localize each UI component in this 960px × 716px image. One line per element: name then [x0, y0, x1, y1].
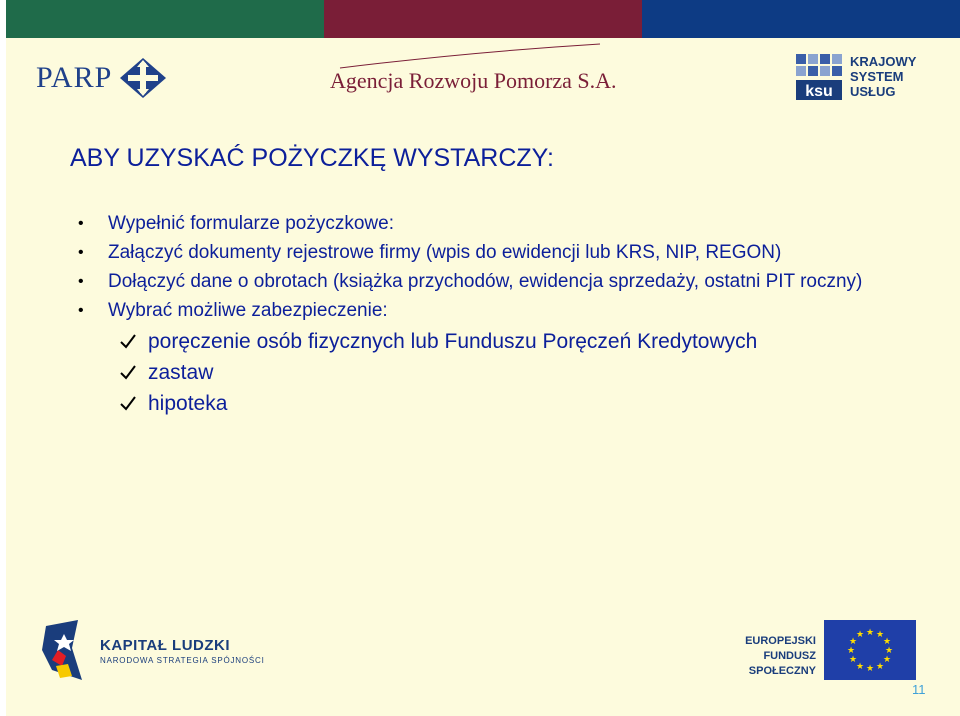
bullet-dot-icon: • [78, 215, 84, 232]
checklist-item [70, 328, 870, 356]
svg-text:★: ★ [865, 628, 875, 638]
ksu-acronym: ksu [805, 83, 833, 100]
checklist-item [70, 359, 870, 387]
header-bar-navy [642, 0, 960, 38]
slide-title: ABY UZYSKAĆ POŻYCZKĘ WYSTARCZY: [70, 144, 554, 172]
bullet-text: Dołączyć dane o obrotach (książka przychodów, ewidencja sprzedaży, ostatni PIT roczny) [108, 271, 863, 292]
bullet-item [70, 299, 870, 323]
bullet-dot-icon: • [78, 273, 84, 290]
bullet-text: Wybrać możliwe zabezpieczenie: [108, 300, 388, 321]
ksu-logo [796, 54, 916, 102]
eu-flag-icon [824, 620, 916, 680]
ksu-grid-icon [796, 54, 846, 102]
header-bar-green [6, 0, 324, 38]
svg-text:★: ★ [855, 662, 865, 672]
eu-fund-line2: FUNDUSZ SPOŁECZNY [748, 650, 816, 677]
eu-fund-text [694, 634, 816, 679]
bullet-item [70, 212, 870, 236]
slide [6, 0, 960, 716]
ksu-line3: USŁUG [850, 84, 896, 99]
kapital-ludzki-text [100, 637, 265, 665]
bullet-text: Załączyć dokumenty rejestrowe firmy (wpis do ewidencji lub KRS, NIP, REGON) [108, 242, 782, 263]
header-bar-maroon [324, 0, 642, 38]
parp-arrows-icon [120, 58, 166, 98]
parp-logo [36, 58, 166, 98]
checklist-text: hipoteka [148, 392, 228, 415]
header-color-bar [6, 0, 960, 38]
checkmark-icon [120, 333, 136, 349]
kapital-ludzki-subtitle: NARODOWA STRATEGIA SPÓJNOŚCI [100, 656, 265, 665]
agency-name: Agencja Rozwoju Pomorza S.A. [330, 68, 617, 93]
svg-text:★: ★ [875, 662, 885, 672]
svg-text:★: ★ [882, 637, 892, 647]
bullet-list [70, 212, 870, 421]
bullet-item [70, 241, 870, 265]
checklist-text: poręczenie osób fizycznych lub Funduszu Poręczeń Kredytowych [148, 330, 758, 353]
checkmark-icon [120, 364, 136, 380]
svg-text:★: ★ [875, 630, 885, 640]
ksu-logo-text [850, 54, 916, 99]
page-number: 11 [912, 682, 926, 697]
checklist-item [70, 390, 870, 418]
bullet-dot-icon: • [78, 244, 84, 261]
svg-text:★: ★ [848, 655, 858, 665]
eu-fund-line1: EUROPEJSKI [745, 635, 816, 647]
svg-text:★: ★ [884, 646, 894, 656]
kapital-ludzki-star-icon [42, 620, 86, 682]
kapital-ludzki-title: KAPITAŁ LUDZKI [100, 637, 231, 654]
bullet-item [70, 270, 870, 294]
svg-text:★: ★ [846, 646, 856, 656]
kapital-ludzki-logo [42, 620, 265, 682]
svg-text:★: ★ [882, 655, 892, 665]
svg-text:★: ★ [865, 664, 875, 674]
parp-logo-text: PARP [36, 61, 113, 94]
ksu-line2: SYSTEM [850, 69, 904, 84]
ksu-line1: KRAJOWY [850, 54, 917, 69]
bullet-text: Wypełnić formularze pożyczkowe: [108, 213, 394, 234]
checkmark-icon [120, 395, 136, 411]
checklist-text: zastaw [148, 361, 214, 384]
svg-text:★: ★ [855, 630, 865, 640]
bullet-dot-icon: • [78, 302, 84, 319]
svg-text:★: ★ [848, 637, 858, 647]
